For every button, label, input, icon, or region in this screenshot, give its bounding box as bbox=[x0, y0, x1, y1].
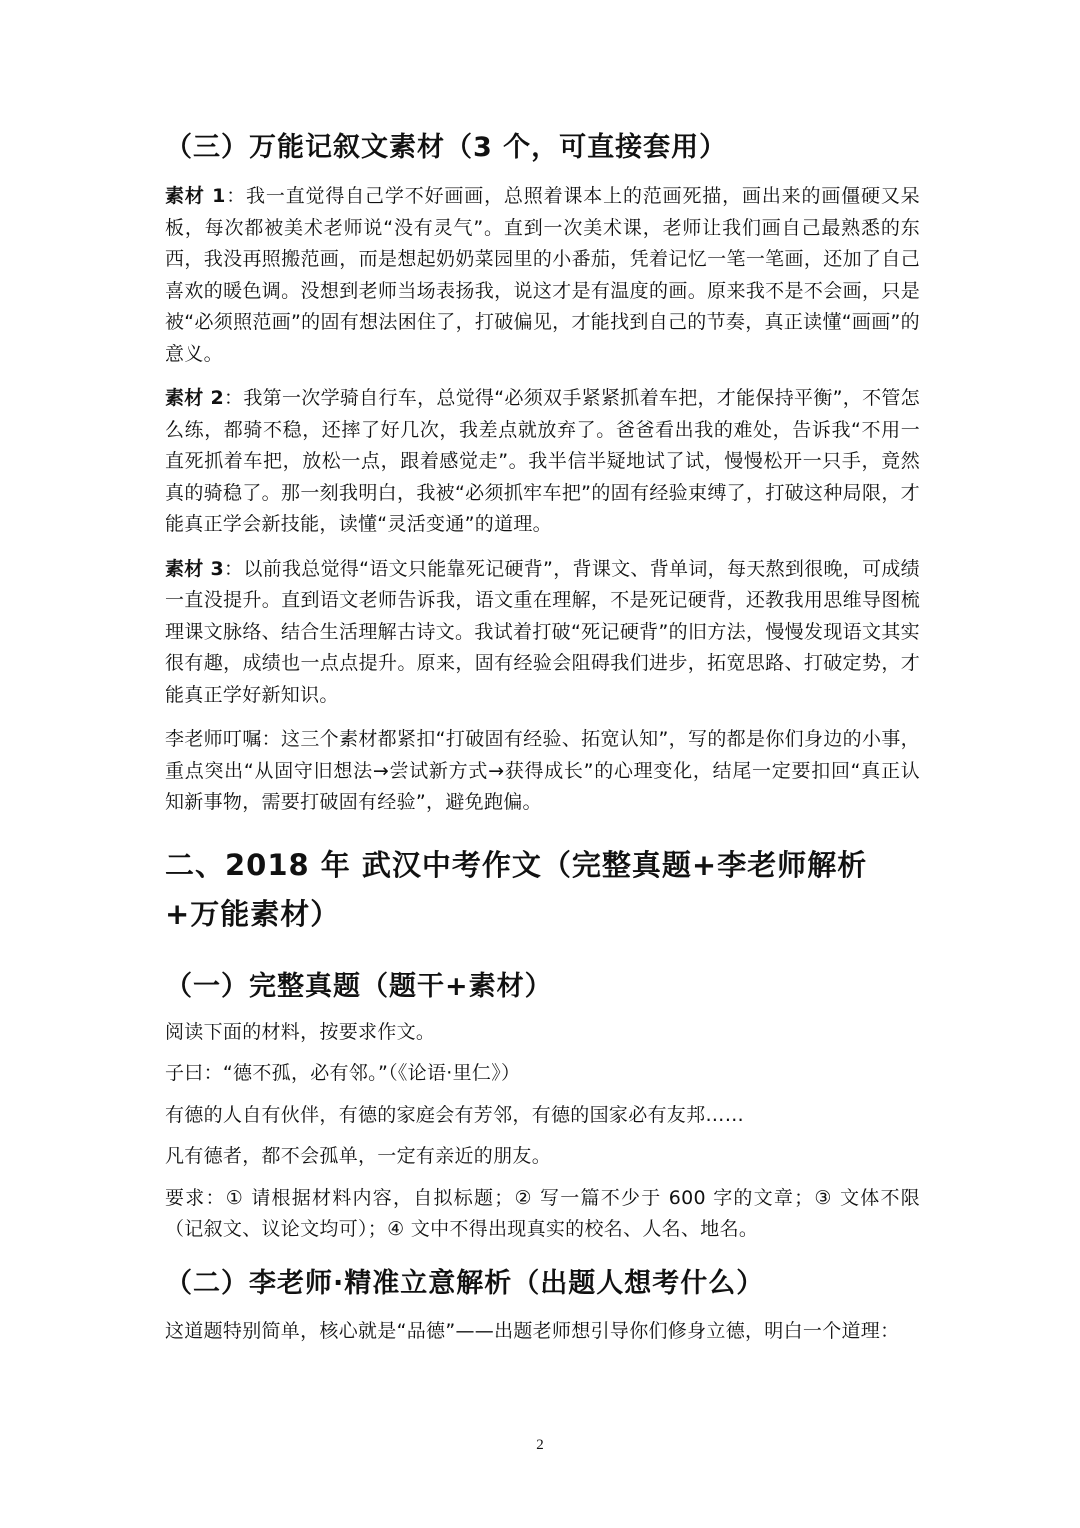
material-3-paragraph bbox=[165, 554, 920, 712]
question-requirements: 要求：① 请根据材料内容，自拟标题；② 写一篇不少于 600 字的文章；③ 文体不限（记叙文、议论文均可）；④ 文中不得出现真实的校名、人名、地名。 bbox=[165, 1186, 920, 1240]
material-1-label: 素材 1 bbox=[165, 185, 226, 207]
part-heading-2018-wuhan: 二、2018 年 武汉中考作文（完整真题+李老师解析+万能素材） bbox=[165, 847, 868, 931]
material-3-text: ：以前我总觉得“语文只能靠死记硬背”，背课文、背单词，每天熬到很晚，可成绩一直没提升。直到语文老师告诉我，语文重在理解，不是死记硬背，还教我用思维导图梳理课文脉络、结合生活理解古诗文。我试着打破“死记硬背”的旧方法，慢慢发现语文其实很有趣，成绩也一点点提升。原来，固有经验会阻碍我们进步，拓宽思路、打破定势，才能真正学好新知识。 bbox=[165, 557, 920, 706]
question-line-2: 子曰：“德不孤，必有邻。”（《论语·里仁》） bbox=[165, 1062, 521, 1084]
subsection-heading-full-question: （一）完整真题（题干+素材） bbox=[165, 970, 553, 1002]
question-line-4: 凡有德者，都不会孤单，一定有亲近的朋友。 bbox=[165, 1145, 552, 1167]
question-line-1: 阅读下面的材料，按要求作文。 bbox=[165, 1020, 436, 1043]
material-3-label: 素材 3 bbox=[165, 557, 225, 580]
material-2-label: 素材 2 bbox=[165, 387, 225, 409]
material-1-paragraph bbox=[165, 181, 920, 370]
material-2-paragraph bbox=[165, 383, 920, 541]
teacher-reminder: 李老师叮嘱：这三个素材都紧扣“打破固有经验、拓宽认知”，写的都是你们身边的小事，重点突出“从固守旧想法→尝试新方式→获得成长”的心理变化，结尾一定要扣回“真正认知新事物，需要打破固有经验”，避免跑偏。 bbox=[165, 728, 920, 813]
section-heading-narrative-materials: （三）万能记叙文素材（3 个，可直接套用） bbox=[165, 132, 728, 163]
analysis-intro-line: 这道题特别简单，核心就是“品德”——出题老师想引导你们修身立德，明白一个道理： bbox=[165, 1319, 900, 1342]
page-content bbox=[165, 128, 920, 1347]
question-line-3: 有德的人自有伙伴，有德的家庭会有芳邻，有德的国家必有友邦…… bbox=[165, 1103, 745, 1126]
page-number: 2 bbox=[536, 1437, 544, 1453]
subsection-heading-analysis: （二）李老师·精准立意解析（出题人想考什么） bbox=[165, 1267, 765, 1299]
material-1-text: ：我一直觉得自己学不好画画，总照着课本上的范画死描，画出来的画僵硬又呆板，每次都被美术老师说“没有灵气”。直到一次美术课，老师让我们画自己最熟悉的东西，我没再照搬范画，而是想起奶奶菜园里的小番茄，凭着记忆一笔一笔画，还加了自己喜欢的暖色调。没想到老师当场表扬我，说这才是有温度的画。原来我不是不会画，只是被“必须照范画”的固有想法困住了，打破偏见，才能找到自己的节奏，真正读懂“画画”的意义。 bbox=[165, 185, 920, 365]
material-2-text: ：我第一次学骑自行车，总觉得“必须双手紧紧抓着车把，才能保持平衡”，不管怎么练，都骑不稳，还摔了好几次，我差点就放弃了。爸爸看出我的难处，告诉我“不用一直死抓着车把，放松一点，跟着感觉走”。我半信半疑地试了试，慢慢松开一只手，竟然真的骑稳了。那一刻我明白，我被“必须抓牢车把”的固有经验束缚了，打破这种局限，才能真正学会新技能，读懂“灵活变通”的道理。 bbox=[165, 387, 920, 535]
